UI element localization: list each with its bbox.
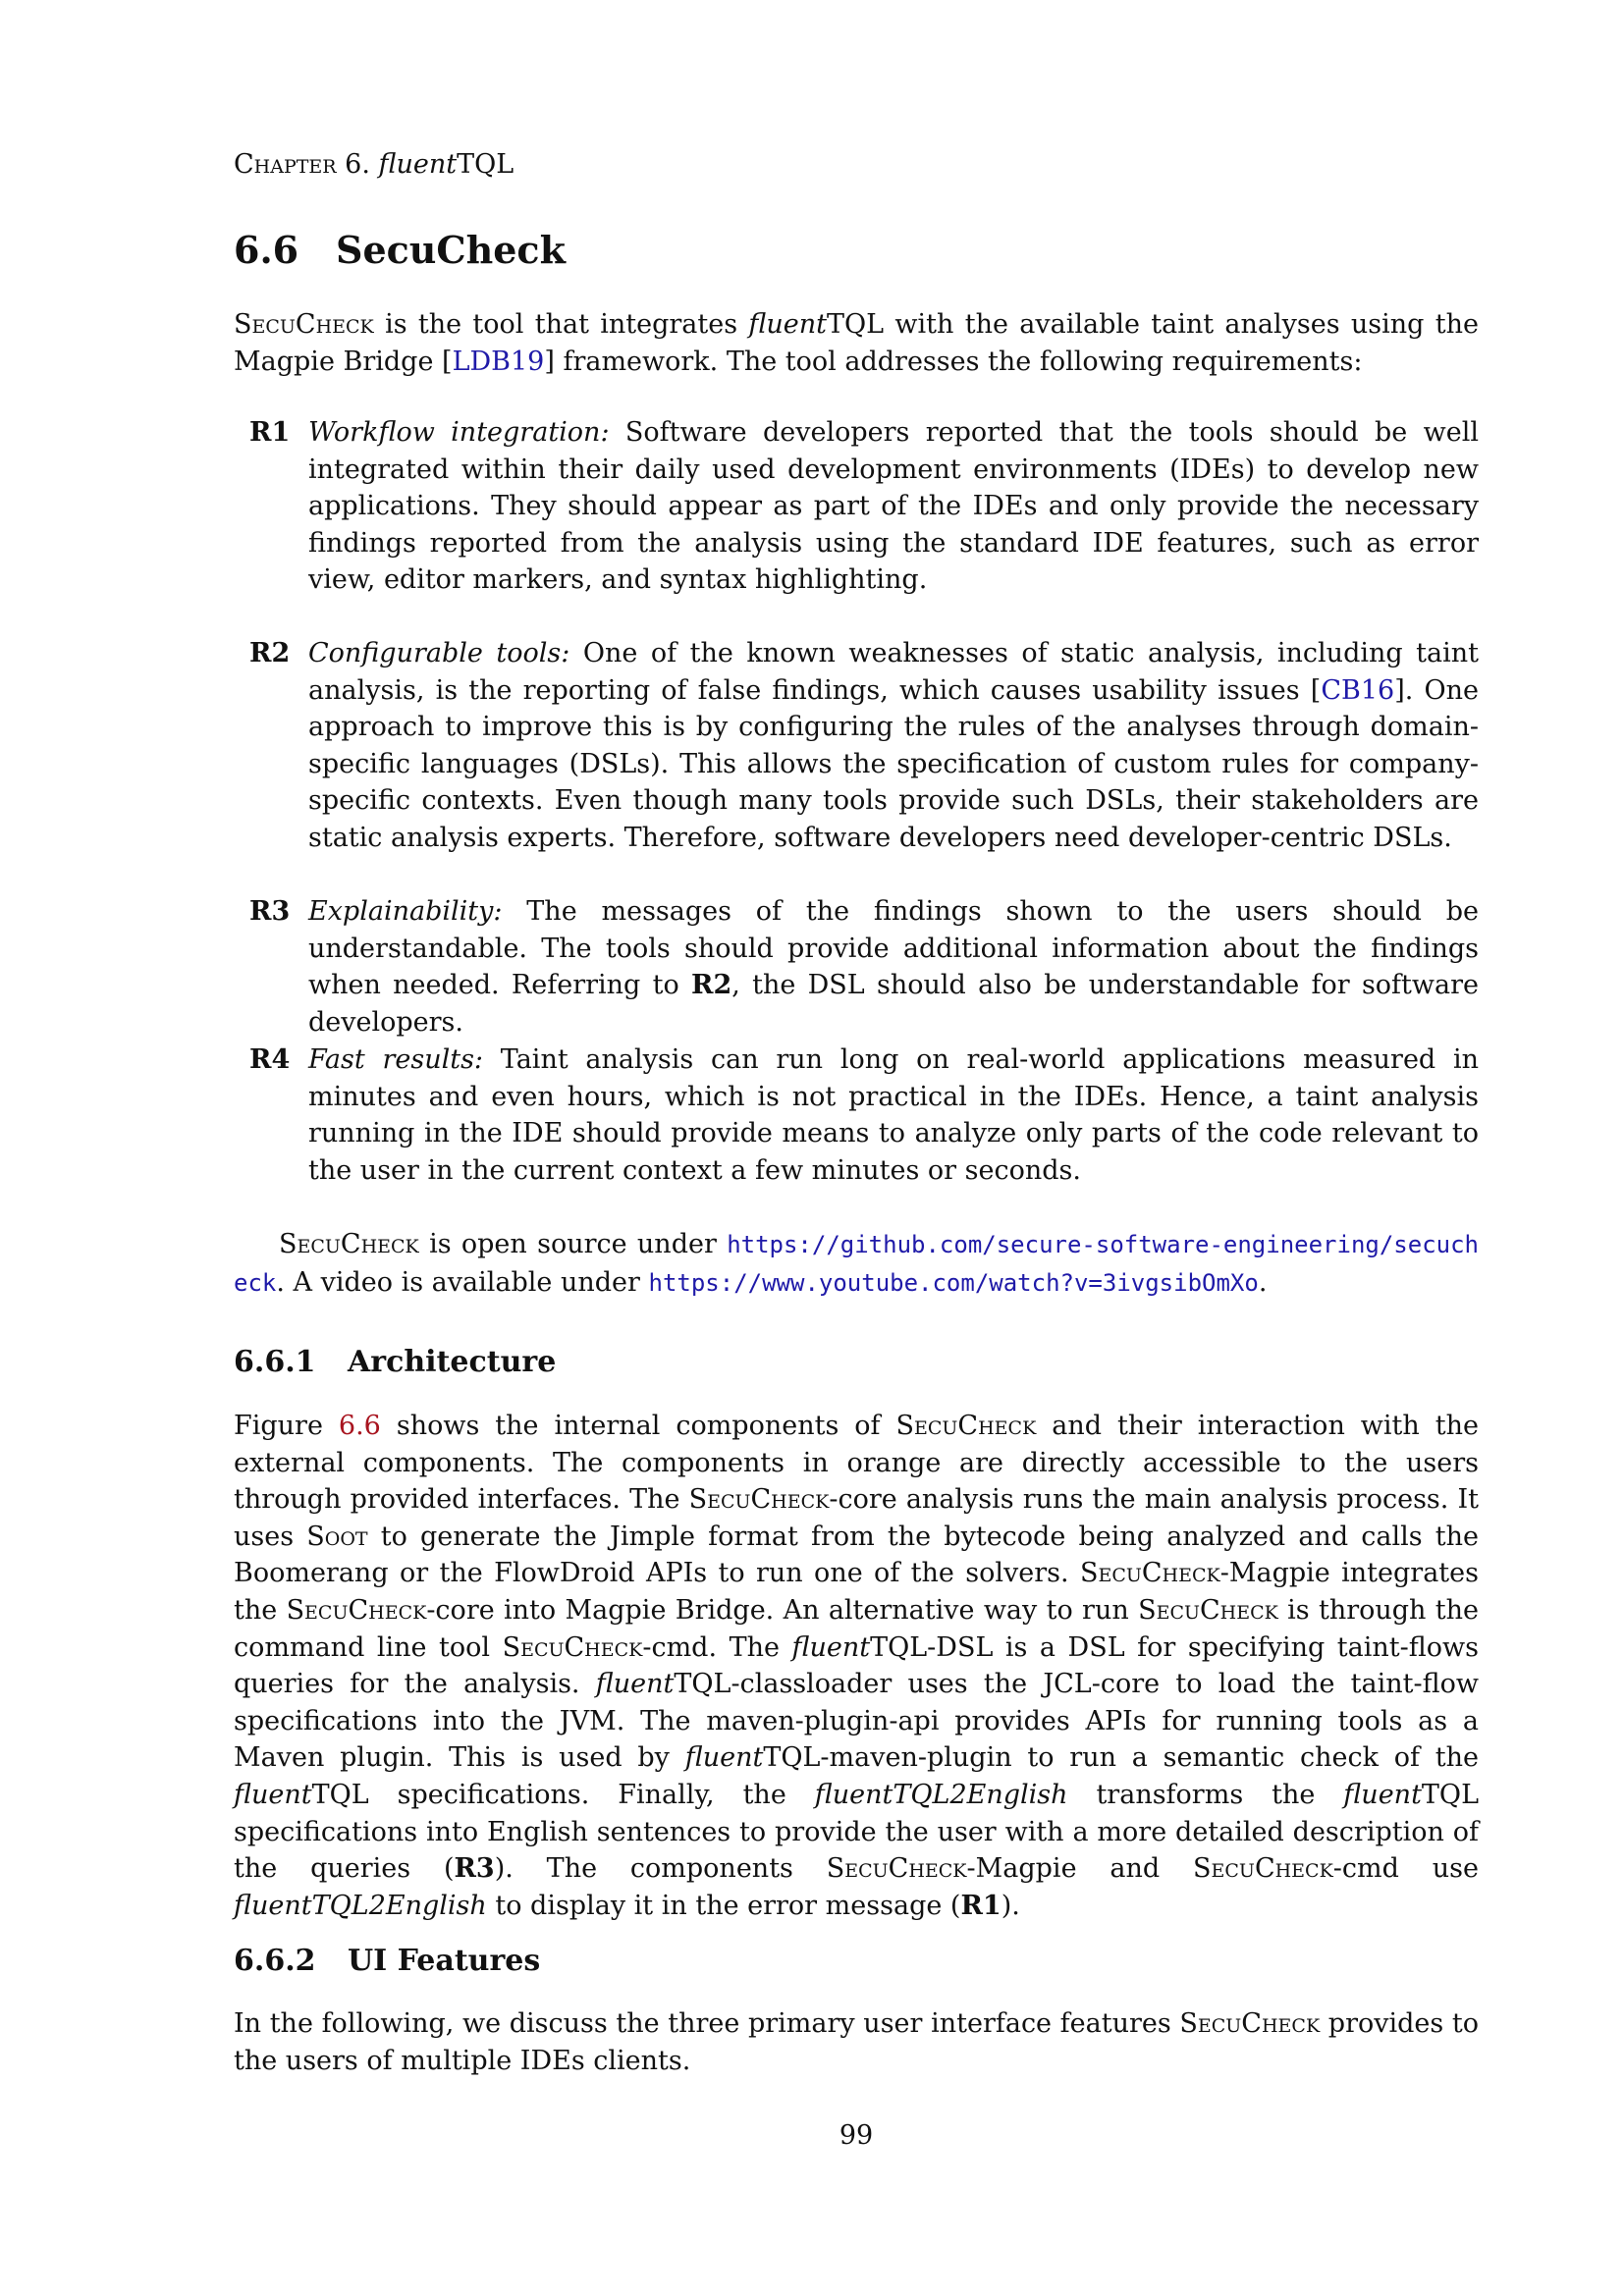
requirement-r2 (249, 635, 1479, 857)
text-span: TQL-classloader uses the JCL-core to load the taint-flow specifications into the JVM. The maven-plugin-api provides APIs for running tools as a Maven plugin. This is used by (234, 1669, 1479, 1774)
tool-name: SecuCheck (826, 1853, 967, 1885)
subsection-title: UI Features (348, 1944, 541, 1978)
requirement-text: The messages of the findings shown to the users should be understandable. The tools should provide additional information about the findings when needed. Referring to (308, 896, 1480, 1001)
requirement-text: ]. One approach to improve this is by configuring the rules of the analyses through domain-specific languages (DSLs). This allows the specification of custom rules for company-specific contexts. Even though many tools provide such DSLs, their stakeholders are static analysis experts. Therefore, software developers need developer-centric DSLs. (308, 674, 1480, 853)
requirement-text: One of the known weaknesses of static analysis, including taint analysis, is the reporting of false findings, which causes usability issues [ (308, 638, 1479, 706)
citation-link[interactable]: CB16 (1321, 674, 1395, 706)
requirement-label: R3 (249, 896, 291, 927)
requirement-label: R4 (249, 1044, 291, 1075)
text-span: In the following, we discuss the three primary user interface features (234, 2008, 1180, 2039)
subsection-title: Architecture (348, 1345, 557, 1379)
requirement-text: Taint analysis can run long on real-world applications measured in minutes and even hours, which is not practical in the IDEs. Hence, a taint analysis running in the IDE should provide means to analyze only parts of the code relevant to the user in the current context a few minutes or seconds. (308, 1044, 1479, 1186)
text-span: shows the internal components of (380, 1411, 896, 1441)
text-span: . (1258, 1266, 1268, 1298)
text-span: to generate the Jimple format from the bytecode being analyzed and calls the Boomerang or the FlowDroid APIs to run one of the solvers. (234, 1521, 1479, 1589)
requirement-label: R1 (249, 417, 291, 448)
text-span: is open source under (418, 1229, 728, 1259)
tool-name: SecuCheck (1193, 1853, 1333, 1885)
tool-name: SecuCheck (1079, 1558, 1220, 1589)
fluent-tql2english-italic: fluentTQL2English (234, 1890, 487, 1921)
open-source-paragraph (234, 1226, 1479, 1302)
github-link[interactable]: https://github.com/secure-software-engineering/secucheck (234, 1231, 1479, 1297)
tool-name: SecuCheck (1179, 2008, 1321, 2039)
requirement-title: Explainability: (308, 896, 503, 927)
fluent-italic: fluent (1343, 1779, 1422, 1810)
subsection-number: 6.6.1 (234, 1345, 316, 1379)
requirement-r3 (249, 893, 1479, 1041)
section-number: 6.6 (234, 228, 299, 272)
text-span: -Magpie and (966, 1853, 1194, 1885)
tool-name: SecuCheck (234, 309, 374, 340)
intro-paragraph (234, 306, 1479, 380)
running-header (234, 149, 514, 180)
requirement-reference: R2 (691, 970, 732, 1001)
architecture-paragraph (234, 1408, 1479, 1924)
requirement-text: , the DSL should also be understandable for software developers. (308, 970, 1479, 1038)
section-heading (234, 228, 566, 272)
fluent-italic: fluent (748, 309, 828, 340)
requirement-reference: R1 (960, 1890, 1001, 1921)
text-span: ] framework. The tool addresses the following requirements: (544, 346, 1363, 377)
requirement-r1 (249, 414, 1479, 599)
text-span: -core into Magpie Bridge. An alternative way to run (426, 1594, 1139, 1626)
fluent-italic: fluent (791, 1631, 871, 1663)
text-span: is through the command line tool (234, 1594, 1479, 1663)
soot-name: Soot (306, 1521, 368, 1552)
text-span: to display it in the error message ( (486, 1890, 961, 1921)
tool-name: SecuCheck (895, 1411, 1037, 1441)
text-span: -cmd use (1332, 1853, 1479, 1885)
fluent-italic: fluent (234, 1779, 312, 1810)
fluent-italic: fluent (684, 1742, 764, 1774)
chapter-title-rest: TQL (457, 149, 514, 180)
chapter-title-italic: fluent (378, 149, 458, 180)
section-title: SecuCheck (336, 228, 566, 272)
subsection-heading-ui-features (234, 1944, 540, 1978)
tool-name: SecuCheck (286, 1594, 427, 1626)
text-span: ). (1001, 1890, 1020, 1921)
tool-name: SecuCheck (502, 1631, 643, 1663)
requirement-title: Workflow integration: (308, 417, 610, 448)
chapter-label: Chapter 6. (234, 149, 370, 180)
tool-name: SecuCheck (688, 1484, 830, 1516)
text-span: ). The components (494, 1853, 827, 1885)
text-span: TQL-maven-plugin to run a semantic check of the (763, 1742, 1479, 1774)
fluent-tql2english-italic: fluentTQL2English (814, 1779, 1068, 1810)
text-span: -cmd. The (642, 1631, 792, 1663)
text-span: -core analysis runs the main analysis process. It uses (234, 1484, 1479, 1552)
requirement-title: Fast results: (308, 1044, 484, 1075)
requirement-label: R2 (249, 638, 291, 668)
requirement-r4 (249, 1041, 1479, 1189)
subsection-number: 6.6.2 (234, 1944, 316, 1978)
ui-features-paragraph (234, 2005, 1479, 2079)
text-span: Figure (234, 1411, 339, 1441)
youtube-link[interactable]: https://www.youtube.com/watch?v=3ivgsibOmXo (648, 1268, 1259, 1297)
subsection-heading-architecture (234, 1345, 556, 1379)
figure-reference-link[interactable]: 6.6 (338, 1411, 381, 1441)
page-number: 99 (839, 2120, 874, 2151)
text-span: TQL-DSL is a DSL for specifying taint-flows queries for the analysis. (234, 1631, 1479, 1700)
tool-name: SecuCheck (279, 1229, 419, 1259)
text-span: TQL with the available taint analyses using the Magpie Bridge [ (234, 309, 1479, 377)
citation-link[interactable]: LDB19 (452, 346, 545, 377)
requirement-reference: R3 (454, 1853, 495, 1885)
text-span: is the tool that integrates (373, 309, 749, 340)
text-span: -Magpie integrates the (234, 1558, 1479, 1626)
tool-name: SecuCheck (1138, 1594, 1278, 1626)
text-span: TQL specifications. Finally, the (311, 1779, 815, 1810)
requirement-text: Software developers reported that the tools should be well integrated within their daily used development environments (IDEs) to develop new applications. They should appear as part of the IDEs and only provide the necessary findings reported from the analysis using the standard IDE features, such as error view, editor markers, and syntax highlighting. (308, 417, 1479, 596)
fluent-italic: fluent (595, 1669, 675, 1700)
text-span: transforms the (1067, 1779, 1344, 1810)
text-span: provides to the users of multiple IDEs clients. (234, 2008, 1479, 2076)
text-span: and their interaction with the external components. The components in orange are directly accessible to the users through provided interfaces. The (234, 1411, 1479, 1516)
text-span: . A video is available under (276, 1266, 649, 1298)
text-span: TQL specifications into English sentences to provide the user with a more detailed description of the queries ( (234, 1779, 1479, 1885)
requirement-title: Configurable tools: (308, 638, 570, 668)
